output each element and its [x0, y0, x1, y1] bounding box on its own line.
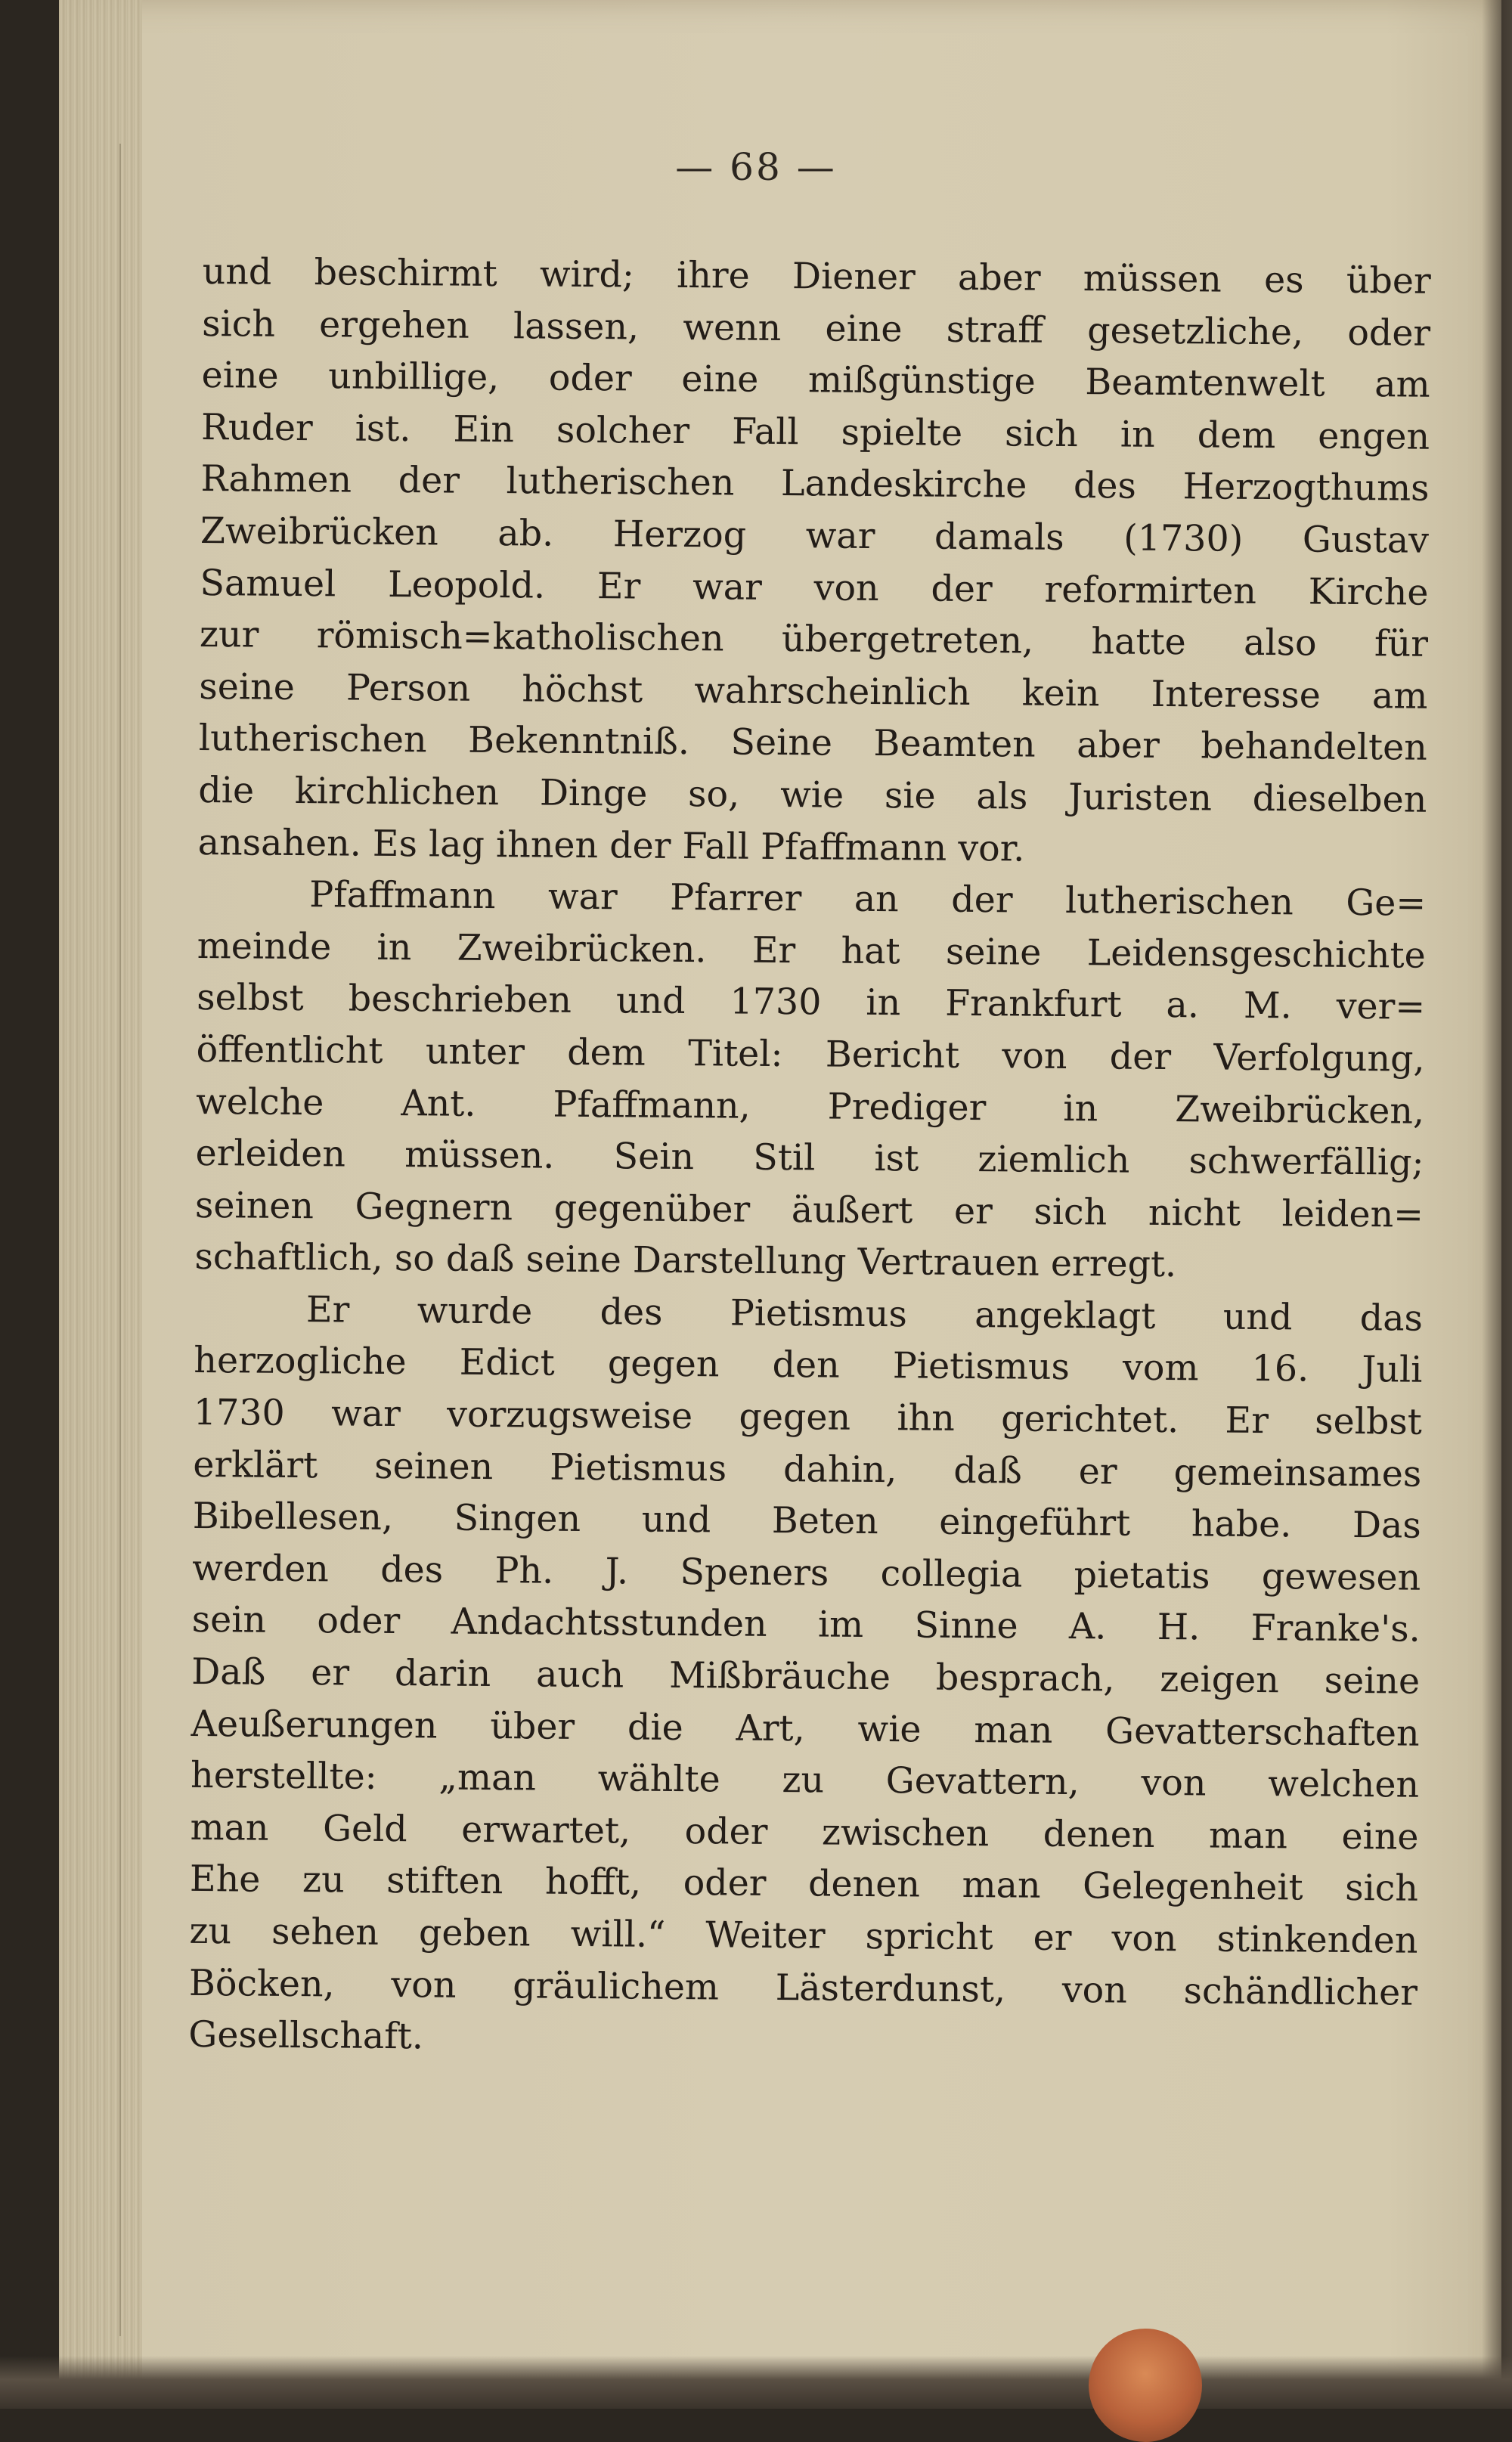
- text-line: seinen Gegnern gegenüber äußert er sich nicht leiden=: [194, 1184, 1424, 1236]
- text-line: sein oder Andachtsstunden im Sinne A. H. Franke's.: [191, 1599, 1421, 1651]
- text-line: lutherischen Bekenntniß. Seine Beamten aber behandelten: [198, 717, 1428, 770]
- text-line: Böcken, von gräulichem Lästerdunst, von schändlicher: [188, 1962, 1418, 2014]
- page-edges: [59, 0, 142, 2409]
- text-line: schaftlich, so daß seine Darstellung Vertrauen erregt.: [194, 1236, 1177, 1286]
- text-line: selbst beschrieben und 1730 in Frankfurt a. M. ver=: [196, 977, 1426, 1029]
- text-line: herstellte: „man wählte zu Gevattern, von welchen: [190, 1755, 1420, 1806]
- text-line: öffentlicht unter dem Titel: Bericht von der Verfolgung,: [196, 1028, 1425, 1080]
- text-line: und beschirmt wird; ihre Diener aber müssen es über: [202, 250, 1431, 302]
- text-line: sich ergehen lassen, wenn eine straff gesetzliche, oder: [201, 302, 1431, 355]
- text-line: Daß er darin auch Mißbräuche besprach, zeigen seine: [191, 1650, 1421, 1703]
- text-line: Samuel Leopold. Er war von der reformirten Kirche: [200, 562, 1429, 614]
- text-line: werden des Ph. J. Speners collegia pietatis gewesen: [192, 1547, 1421, 1599]
- page-edge-line: [119, 144, 121, 2336]
- text-line: Bibellesen, Singen und Beten eingeführt habe. Das: [192, 1495, 1421, 1547]
- text-line: man Geld erwartet, oder zwischen denen man eine: [190, 1806, 1419, 1858]
- text-line: zu sehen geben will.“ Weiter spricht er von stinkenden: [189, 1910, 1418, 1962]
- text-line: Zweibrücken ab. Herzog war damals (1730) Gustav: [200, 510, 1430, 562]
- text-line: meinde in Zweibrücken. Er hat seine Leidensgeschichte: [197, 925, 1426, 977]
- text-line: erleiden müssen. Sein Stil ist ziemlich schwerfällig;: [195, 1133, 1424, 1184]
- text-line: Er wurde des Pietismus angeklagt und das: [305, 1288, 1424, 1340]
- text-line: Aeußerungen über die Art, wie man Gevatterschaften: [191, 1703, 1420, 1755]
- text-line: zur römisch=katholischen übergetreten, hatte also für: [199, 614, 1429, 665]
- body-text: [188, 246, 1431, 2071]
- thumb-tip: [1089, 2329, 1202, 2442]
- text-line: die kirchlichen Dinge so, wie sie als Juristen dieselben: [198, 769, 1427, 821]
- text-line: eine unbillige, oder eine mißgünstige Beamtenwelt am: [201, 355, 1430, 406]
- page-number: — 68 —: [675, 145, 837, 189]
- text-line: Pfaffmann war Pfarrer an der lutherischen Ge=: [309, 874, 1427, 925]
- text-line: Ehe zu stiften hofft, oder denen man Gelegenheit sich: [189, 1858, 1419, 1911]
- text-line: herzogliche Edict gegen den Pietismus vom 16. Juli: [194, 1340, 1423, 1392]
- bottom-shadow: [0, 2356, 1512, 2409]
- text-line: seine Person höchst wahrscheinlich kein Interesse am: [199, 665, 1428, 717]
- text-line: erklärt seinen Pietismus dahin, daß er gemeinsames: [193, 1443, 1422, 1495]
- text-line: Gesellschaft.: [188, 2014, 424, 2058]
- text-line: Ruder ist. Ein solcher Fall spielte sich in dem engen: [200, 406, 1430, 458]
- text-line: welche Ant. Pfaffmann, Prediger in Zweibrücken,: [195, 1080, 1425, 1133]
- text-line: Rahmen der lutherischen Landeskirche des Herzogthums: [200, 458, 1430, 510]
- text-line: 1730 war vorzugsweise gegen ihn gerichtet. Er selbst: [193, 1392, 1423, 1443]
- right-margin-shadow: [1482, 0, 1512, 2409]
- text-line: ansahen. Es lag ihnen der Fall Pfaffmann vor.: [197, 821, 1025, 870]
